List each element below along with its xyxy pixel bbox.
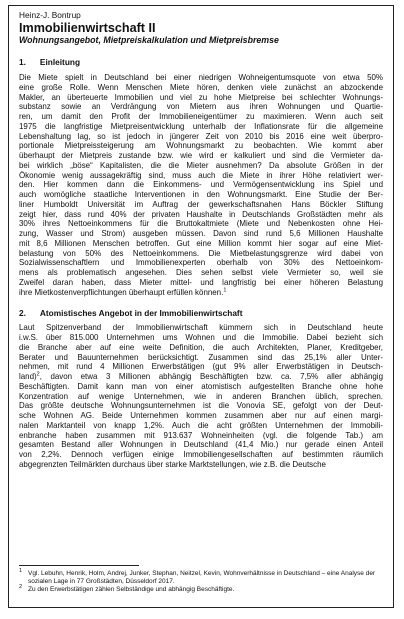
section-heading-einleitung xyxy=(19,57,383,67)
text-line xyxy=(19,440,383,450)
text-line-content: zeigt hier, dass rund 40% der privaten Haushalte in Deutschlands Großstädten mehr als xyxy=(19,209,383,219)
section-title: Atomistisches Angebot in der Immobilienwirtschaft xyxy=(39,308,243,319)
footnote-reference: 1 xyxy=(223,286,227,293)
text-line-content: Sozialwissenschaftlern und Immobilienexperten oberhalb von 30% des Nettoeinkom- xyxy=(19,258,383,268)
text-line-content: gesamten Bestand aller Wohnungen in Deutschland (41,4 Mio.) nur gerade einen Anteil xyxy=(19,440,383,450)
footnote-1 xyxy=(19,567,383,586)
text-line xyxy=(19,83,383,93)
text-line-content: eine große Rolle. Wenn Menschen Miete hören, denken viele zunächst an abzockende xyxy=(19,82,383,92)
footnote-mark: 1 xyxy=(19,567,23,574)
text-line-content: überhaupt der Mietpreis zustande bzw. wie wird er kalkuliert und sind die Vermieter da- xyxy=(19,151,383,160)
author-name: Heinz-J. Bontrup xyxy=(19,10,81,20)
text-line xyxy=(19,73,383,83)
text-line xyxy=(19,382,383,392)
text-line-content: Berater und Bauunternehmen berücksichtigt. Zusammen sind das 25,1% aller Unter- xyxy=(19,352,383,362)
text-line-content: Die Miete spielt in Deutschland bei einer niedrigen Wohneigentumsquote von etwa 50% xyxy=(19,73,383,82)
text-line-content: portionale Mietpreissteigerung am Wohnungsmarkt zu beobachten. Wie kommt aber xyxy=(19,141,383,151)
section-2-paragraph xyxy=(19,323,383,469)
document-page xyxy=(8,5,394,608)
section-1-paragraph xyxy=(19,73,383,297)
text-line-content: land) xyxy=(19,372,37,381)
footnote-text: Vgl. Lebuhn, Henrik, Holm, Andrej, Junker, Stephan, Neitzel, Kevin, Wohnverhältnisse in Deutschland – eine Analyse der sozialen Lage in 77 Großstädten, Düsseldorf 2017. xyxy=(28,570,376,586)
text-line xyxy=(19,268,383,278)
text-line-content: substanz sowie an Verdrängung von Mietern aus ihren Wohnungen und Quartie- xyxy=(19,102,383,112)
text-line xyxy=(19,421,383,431)
text-line xyxy=(19,171,383,181)
text-line-content: ihre Mietkostenverpflichtungen überhaupt erfüllen können. xyxy=(19,287,224,297)
text-line xyxy=(19,401,383,411)
text-line-content: Das größte deutsche Wohnungsunternehmen ist die Vonovia SE, gefolgt von der Deut- xyxy=(19,401,383,411)
text-line-content: Zweifel daran haben, dass Mieter mittel- und langfristig bei einer höheren Belastung xyxy=(19,277,383,287)
text-line xyxy=(19,190,383,200)
text-line xyxy=(19,93,383,103)
text-line xyxy=(19,431,383,441)
text-line-content: von 2,2%. Dennoch verfügen einige Immobiliengesellschaften auf bestimmten räumlich xyxy=(19,450,383,459)
text-line xyxy=(19,249,383,259)
text-line-content: die Branche aber auf eine weite Definition, die auch Architekten, Planer, Kreditgeber, xyxy=(19,342,383,352)
text-line xyxy=(19,132,383,142)
text-line-content: Lebenshaltung lag, so ist jedoch in jüngerer Zeit von 2010 bis 2016 eine weit überpro- xyxy=(19,131,383,141)
text-line xyxy=(19,278,383,288)
text-line xyxy=(19,200,383,210)
footnote-text: Zu den Erwerbstätigen zählen Selbständige und abhängig Beschäftigte. xyxy=(28,586,235,594)
text-line xyxy=(19,229,383,239)
text-line xyxy=(19,112,383,122)
text-line xyxy=(19,288,383,298)
text-line-content: zung, Wasser und Strom) ausgeben müssen. Davon sind rund 5,6 Millionen Haushalte xyxy=(19,229,383,238)
text-line-continuation: , davon etwa 3 Millionen abhängig Beschäftigten bzw. ca. 7,5% aller abhängig xyxy=(39,372,383,381)
text-line xyxy=(19,239,383,249)
text-line-content: nehmen, mit rund 4 Millionen Erwerbstätigen (gut 9% aller Erwerbstätigen in Deutsch- xyxy=(19,362,383,372)
footnote-divider xyxy=(19,565,139,566)
document-subtitle: Wohnungsangebot, Mietpreiskalkulation und Mietpreisbremse xyxy=(19,35,279,45)
text-line xyxy=(19,323,383,333)
text-line-content: Konzentration auf wenige Unternehmen, wie in anderen Branchen üblich, sprechen. xyxy=(19,391,383,401)
text-line-content: enbranche haben zusammen mit 913.637 Wohneinheiten (vgl. die folgende Tab.) am xyxy=(19,430,383,440)
text-line-content: 1975 die langfristige Mietpreisentwicklung unterhalb der Inflationsrate für die allgemeine xyxy=(19,121,383,131)
text-line xyxy=(19,122,383,132)
document-title: Immobilienwirtschaft II xyxy=(19,21,156,35)
text-line xyxy=(19,460,383,470)
text-line-content: nalen Marktanteil von knapp 1,2%. Auch die acht größten Unternehmen der Immobili- xyxy=(19,420,383,430)
text-line xyxy=(19,450,383,460)
text-line-content: liner Humboldt Universität im Auftrag der gewerkschaftsnahen Hans Böckler Stiftung xyxy=(19,199,383,209)
text-line xyxy=(19,362,383,372)
footnote-mark: 2 xyxy=(19,584,23,591)
text-line xyxy=(19,180,383,190)
text-line xyxy=(19,333,383,343)
text-line xyxy=(19,141,383,151)
footnote-2 xyxy=(19,586,383,594)
text-line xyxy=(19,343,383,353)
text-line-content: auch womögliche staatliche Interventionen in den Wohnungsmarkt. Eine Studie der Ber- xyxy=(19,190,383,199)
text-line-content: i.w.S. über 815.000 Unternehmen ums Wohnen und die Immobilie. Dabei bezieht sich xyxy=(19,333,383,342)
text-line-content: Ökonomie wenig aussagekräftig sind, muss auch die Miete in ihrer Höhe relativiert wer- xyxy=(19,170,383,180)
text-line xyxy=(19,411,383,421)
text-line xyxy=(19,151,383,161)
text-line xyxy=(19,353,383,363)
footnote-reference: 2 xyxy=(36,371,40,378)
text-line-content: mit 8,6 Millionen Menschen betroffen. Gut eine Million kommt hier sogar auf eine Miet- xyxy=(19,238,383,248)
section-number: 2. xyxy=(19,308,26,319)
text-line-content: sche Wohnen AG. Beide Unternehmen kommen zusammen aber nur auf einen margi- xyxy=(19,411,383,420)
text-line-content: 30% ihres Nettoeinkommens für die Bruttokaltmiete (Miete und Nebenkosten ohne Hei- xyxy=(19,219,383,229)
text-line-content: abgegrenzten Teilmärkten durchaus über starke Marktstellungen, wie z.B. die Deutsche xyxy=(19,459,326,469)
text-line-content: belastung von 50% des Nettoeinkommens. Die Mietbelastungsgrenze wird dabei von xyxy=(19,248,383,258)
text-line xyxy=(19,102,383,112)
text-line-content: Beschäftigten. Damit kann man von einer atomistisch aufgestellten Branche ohne hohe xyxy=(19,381,383,391)
section-title: Einleitung xyxy=(39,57,81,67)
text-line xyxy=(19,219,383,229)
text-line xyxy=(19,210,383,220)
text-line-content: Laut Spitzenverband der Immobilienwirtschaft kümmern sich in Deutschland heute xyxy=(19,323,383,333)
text-line-content: den. Hier kommen dann die Einkommens- und Vermögensentwicklung ins Spiel und xyxy=(19,180,383,190)
text-line-content: Makler, an überteuerte Immobilien und viel zu hohe Mietpreise bei schlechter Wohnungs- xyxy=(19,92,383,102)
text-line xyxy=(19,372,383,382)
text-line-content: bei wirklich „böse“ Kapitalisten, die die Mieter ausnehmen? Da absolute Größen in der xyxy=(19,160,383,170)
text-line xyxy=(19,392,383,402)
text-line xyxy=(19,258,383,268)
section-number: 1. xyxy=(19,57,26,67)
text-line-content: mens als problematisch angesehen. Dies sehen selbst viele Vermieter so, weil sie xyxy=(19,268,383,277)
text-line-content: ren, um damit den Profit der Immobilieneigentümer zu maximieren. Wenn auch seit xyxy=(19,112,383,121)
text-line xyxy=(19,161,383,171)
section-heading-atomistisches-angebot xyxy=(19,308,383,318)
footnotes xyxy=(19,565,383,595)
